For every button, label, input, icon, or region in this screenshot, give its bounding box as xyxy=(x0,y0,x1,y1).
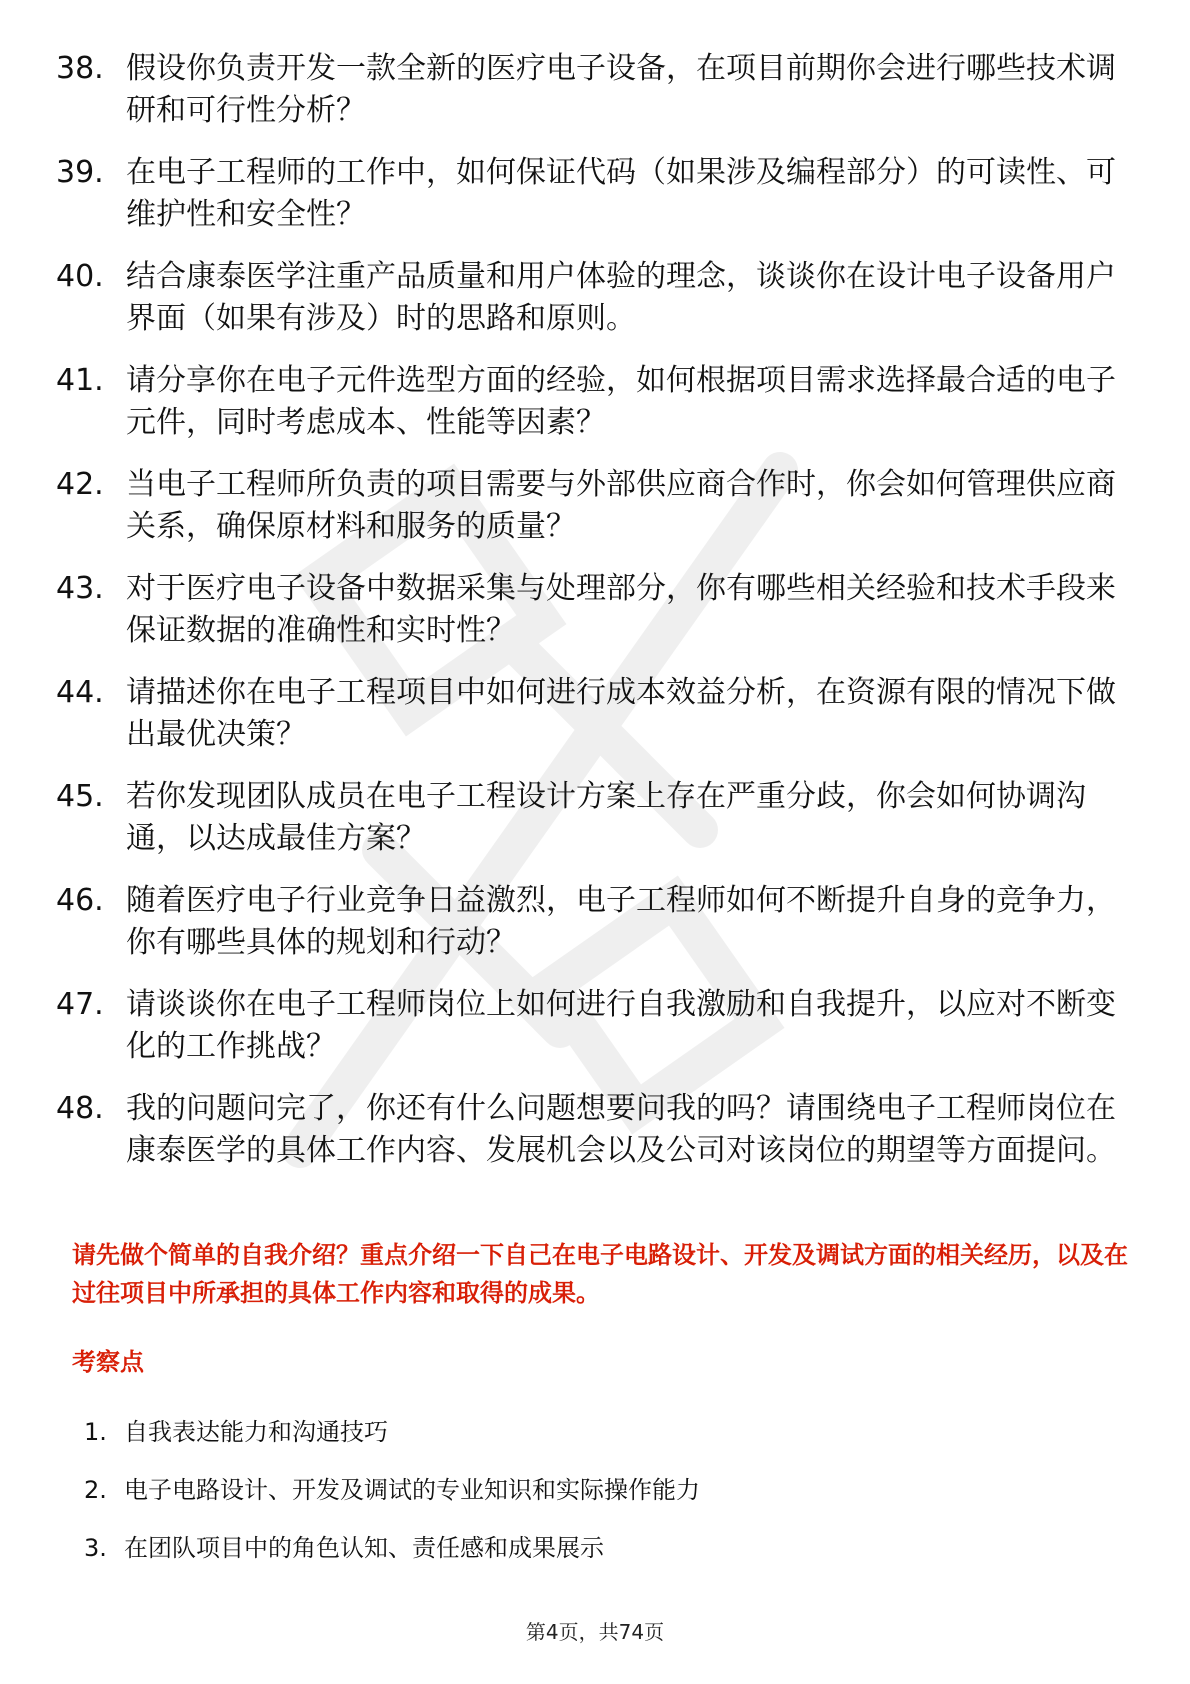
question-text: 我的问题问完了，你还有什么问题想要问我的吗？请围绕电子工程师岗位在康泰医学的具体工作内容、发展机会以及公司对该岗位的期望等方面提问。 xyxy=(126,1091,1116,1168)
question-text: 对于医疗电子设备中数据采集与处理部分，你有哪些相关经验和技术手段来保证数据的准确性和实时性？ xyxy=(126,571,1116,648)
question-item xyxy=(56,984,1136,1068)
point-text: 在团队项目中的角色认知、责任感和成果展示 xyxy=(124,1534,604,1562)
assessment-points xyxy=(84,1416,1084,1590)
assessment-point xyxy=(84,1474,1084,1532)
assessment-point xyxy=(84,1416,1084,1474)
question-item xyxy=(56,568,1136,652)
question-item xyxy=(56,360,1136,444)
question-item xyxy=(56,464,1136,548)
question-text: 若你发现团队成员在电子工程设计方案上存在严重分歧，你会如何协调沟通，以达成最佳方案？ xyxy=(126,779,1086,856)
question-list xyxy=(56,48,1136,1192)
question-number: 46. xyxy=(56,883,104,918)
question-text: 随着医疗电子行业竞争日益激烈，电子工程师如何不断提升自身的竞争力，你有哪些具体的规划和行动？ xyxy=(126,883,1116,960)
question-number: 40. xyxy=(56,259,104,294)
assessment-title: 考察点 xyxy=(72,1348,144,1376)
question-text: 请描述你在电子工程项目中如何进行成本效益分析，在资源有限的情况下做出最优决策？ xyxy=(126,675,1116,752)
question-number: 38. xyxy=(56,51,104,86)
question-number: 42. xyxy=(56,467,104,502)
question-number: 45. xyxy=(56,779,104,814)
question-text: 当电子工程师所负责的项目需要与外部供应商合作时，你会如何管理供应商关系，确保原材料和服务的质量？ xyxy=(126,467,1116,544)
question-item xyxy=(56,1088,1136,1172)
question-item xyxy=(56,152,1136,236)
question-item xyxy=(56,48,1136,132)
point-number: 2. xyxy=(84,1476,107,1504)
question-number: 47. xyxy=(56,987,104,1022)
question-item xyxy=(56,672,1136,756)
question-text: 结合康泰医学注重产品质量和用户体验的理念，谈谈你在设计电子设备用户界面（如果有涉及）时的思路和原则。 xyxy=(126,259,1116,336)
question-text: 请谈谈你在电子工程师岗位上如何进行自我激励和自我提升，以应对不断变化的工作挑战？ xyxy=(126,987,1116,1064)
question-number: 43. xyxy=(56,571,104,606)
point-text: 自我表达能力和沟通技巧 xyxy=(124,1418,388,1446)
question-number: 39. xyxy=(56,155,104,190)
question-text: 请分享你在电子元件选型方面的经验，如何根据项目需求选择最合适的电子元件，同时考虑成本、性能等因素？ xyxy=(126,363,1116,440)
point-text: 电子电路设计、开发及调试的专业知识和实际操作能力 xyxy=(124,1476,700,1504)
question-number: 48. xyxy=(56,1091,104,1126)
question-text: 假设你负责开发一款全新的医疗电子设备，在项目前期你会进行哪些技术调研和可行性分析？ xyxy=(126,51,1116,128)
question-number: 44. xyxy=(56,675,104,710)
page-footer: 第4页，共74页 xyxy=(525,1620,665,1644)
point-number: 3. xyxy=(84,1534,107,1562)
question-item xyxy=(56,256,1136,340)
question-number: 41. xyxy=(56,363,104,398)
question-text: 在电子工程师的工作中，如何保证代码（如果涉及编程部分）的可读性、可维护性和安全性？ xyxy=(126,155,1116,232)
question-item xyxy=(56,880,1136,964)
assessment-point xyxy=(84,1532,1084,1590)
intro-question: 请先做个简单的自我介绍？重点介绍一下自己在电子电路设计、开发及调试方面的相关经历，以及在过往项目中所承担的具体工作内容和取得的成果。 xyxy=(72,1241,1128,1307)
point-number: 1. xyxy=(84,1418,107,1446)
question-item xyxy=(56,776,1136,860)
